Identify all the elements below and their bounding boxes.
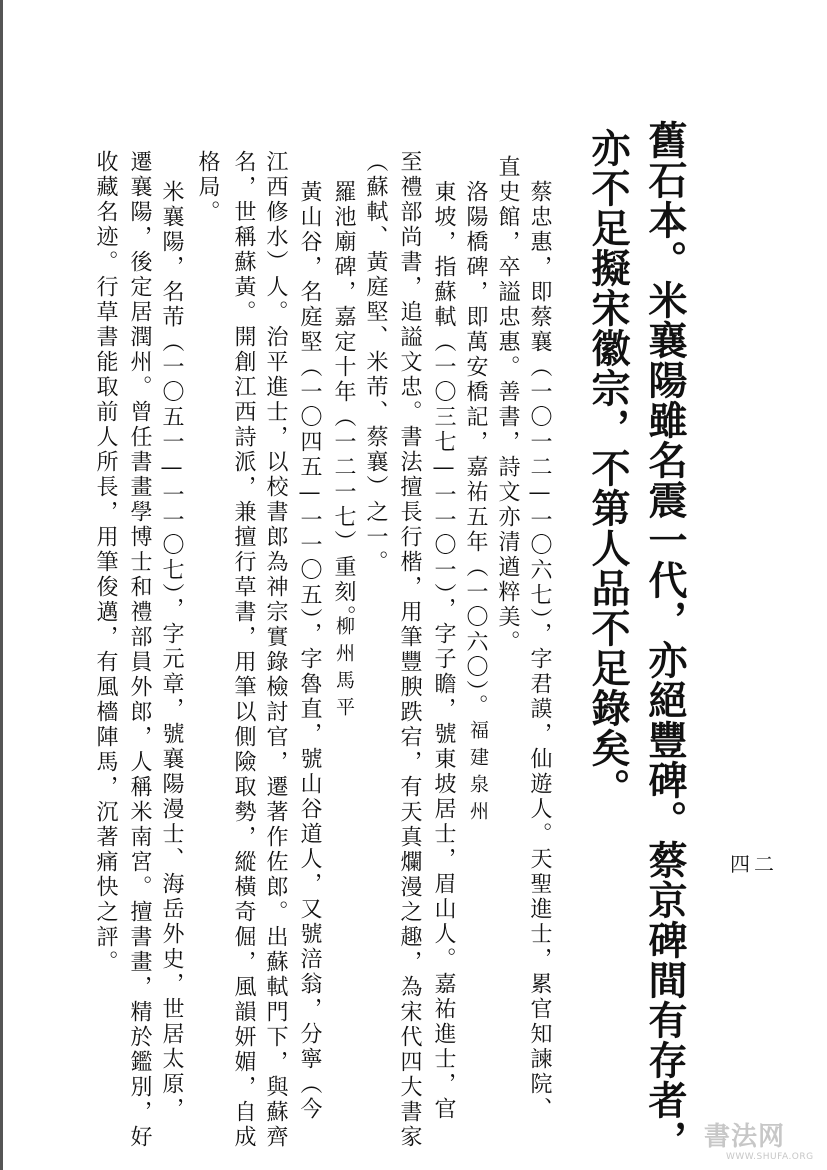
note-column-7-location: 柳州馬平 bbox=[333, 616, 355, 724]
note-column-7: 羅池廟碑，嘉定十年（一二一七）重刻。 bbox=[331, 180, 356, 630]
note-column-3: 洛陽橋碑，即萬安橋記，嘉祐五年（一〇六〇）。 bbox=[463, 180, 488, 719]
note-column-4: 東坡，指蘇軾（一〇三七—一一〇一），字子瞻，號東坡居士，眉山人。嘉祐進士，官 bbox=[431, 180, 456, 1122]
main-text-column-2: 亦不足擬宋徽宗，不第人品不足錄矣。 bbox=[585, 128, 631, 808]
note-column-3-location: 福建泉州 bbox=[467, 720, 489, 828]
watermark-text: 書法网 bbox=[704, 1122, 786, 1152]
note-column-1: 蔡忠惠，即蔡襄（一〇一二—一〇六七），字君謨，仙遊人。天聖進士，累官知諫院、 bbox=[527, 180, 552, 1122]
note-column-6: （蘇軾、黃庭堅、米芾、蔡襄）之一。 bbox=[363, 150, 388, 575]
note-column-13: 遷襄陽，後定居潤州。曾任書畫學博士和禮部員外郎，人稱米南宮。擅書畫，精於鑑別，好 bbox=[127, 150, 152, 1150]
note-column-5: 至禮部尚書，追謚文忠。書法擅長行楷，用筆豐腴跌宕，有天真爛漫之趣，為宋代四大書家 bbox=[397, 150, 422, 1150]
watermark-url: WWW.SHUFA.ORG bbox=[726, 1152, 814, 1162]
note-column-9: 江西修水）人。治平進士，以校書郎為神宗實錄檢討官，遷著作佐郎。出蘇軾門下，與蘇齊 bbox=[263, 150, 288, 1150]
site-watermark bbox=[696, 1112, 814, 1166]
note-column-10: 名，世稱蘇黃。開創江西詩派，兼擅行草書，用筆以側險取勢，縱橫奇倔，風韻妍媚，自成 bbox=[231, 150, 256, 1150]
page-edge-rule bbox=[0, 0, 3, 1170]
note-column-14: 收藏名迹。行草書能取前人所長，用筆俊邁，有風檣陣馬，沉著痛快之評。 bbox=[93, 150, 118, 975]
page-number: 四二 bbox=[730, 852, 778, 876]
note-column-11: 格局。 bbox=[195, 150, 220, 225]
note-column-8: 黃山谷，名庭堅（一〇四五—一一〇五），字魯直，號山谷道人，又號涪翁，分寧（今 bbox=[297, 180, 322, 1122]
main-text-column-1: 舊石本。米襄陽雖名震一代，亦絕豐碑。蔡京碑間有存者， bbox=[642, 120, 688, 1160]
note-column-12: 米襄陽，名芾（一〇五一—一一〇七），字元章，號襄陽漫士、海岳外史，世居太原， bbox=[159, 180, 184, 1122]
note-column-2: 直史館，卒謚忠惠。善書，詩文亦清遒粹美。 bbox=[495, 155, 520, 655]
